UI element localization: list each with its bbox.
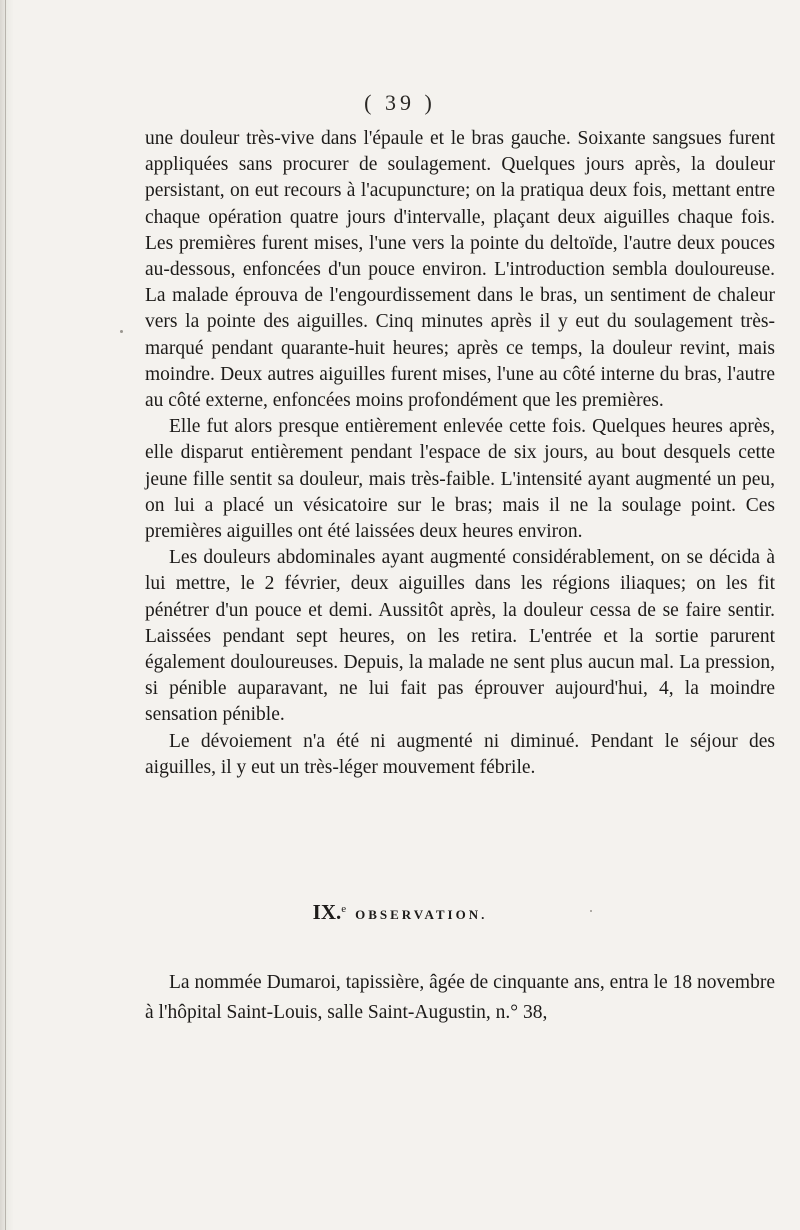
paragraph-3: Les douleurs abdominales ayant augmenté considérablement, on se décida à lui mettre, le 2 février, deux aiguilles dans les régions iliaques; on les fit pénétrer d'un pouce et demi. Aussitôt après, la douleur cessa de se faire sentir. Laissées pendant sept heures, on les retira. L'entrée et la sortie parurent également douloureuses. Depuis, la malade ne sent plus aucun mal. La pression, si pénible auparavant, ne lui fait pas éprouver aujourd'hui, 4, la moindre sensation pénible. <box>145 547 775 726</box>
section-number: IX. <box>312 900 342 924</box>
main-text <box>145 126 775 781</box>
page-edge <box>0 0 14 1230</box>
paragraph-1: une douleur très-vive dans l'épaule et le bras gauche. Soixante sangsues furent appliquées sans procurer de soulagement. Quelques jours après, la douleur persistant, on eut recours à l'acupuncture; on la pratiqua deux fois, mettant entre chaque opération quatre jours d'intervalle, plaçant deux aiguilles chaque fois. Les premières furent mises, l'une vers la pointe du deltoïde, l'autre deux pouces au-dessous, enfoncées d'un pouce environ. L'introduction sembla douloureuse. La malade éprouva de l'engourdissement dans le bras, un sentiment de chaleur vers la pointe des aiguilles. Cinq minutes après il y eut du soulagement très-marqué pendant quarante-huit heures; après ce temps, la douleur revint, mais moindre. Deux autres aiguilles furent mises, l'une au côté interne du bras, l'autre au côté externe, enfoncées moins profondément que les premières. <box>145 128 775 412</box>
page-number: ( 39 ) <box>364 90 436 115</box>
paper-speck <box>120 330 123 333</box>
paragraph-4: Le dévoiement n'a été ni augmenté ni diminué. Pendant le séjour des aiguilles, il y eut un très-léger mouvement fébrile. <box>145 730 775 778</box>
paragraph-2: Elle fut alors presque entièrement enlevée cette fois. Quelques heures après, elle disparut entièrement pendant l'espace de six jours, au bout desquels cette jeune fille sentit sa douleur, mais très-faible. L'intensité ayant augmenté un peu, on lui a placé un vésicatoire sur le bras; mais il ne la soulage point. Ces premières aiguilles ont été laissées deux heures environ. <box>145 416 775 543</box>
paper-speck <box>590 910 592 912</box>
section-heading <box>0 900 800 925</box>
paragraph-5: La nommée Dumaroi, tapissière, âgée de cinquante ans, entra le 18 novembre à l'hôpital Saint-Louis, salle Saint-Augustin, n.° 38, <box>145 972 775 1023</box>
final-paragraph-block <box>145 968 775 1028</box>
section-superscript: e <box>341 902 348 915</box>
page-binding-line <box>5 0 6 1230</box>
section-label: OBSERVATION. <box>355 907 488 922</box>
